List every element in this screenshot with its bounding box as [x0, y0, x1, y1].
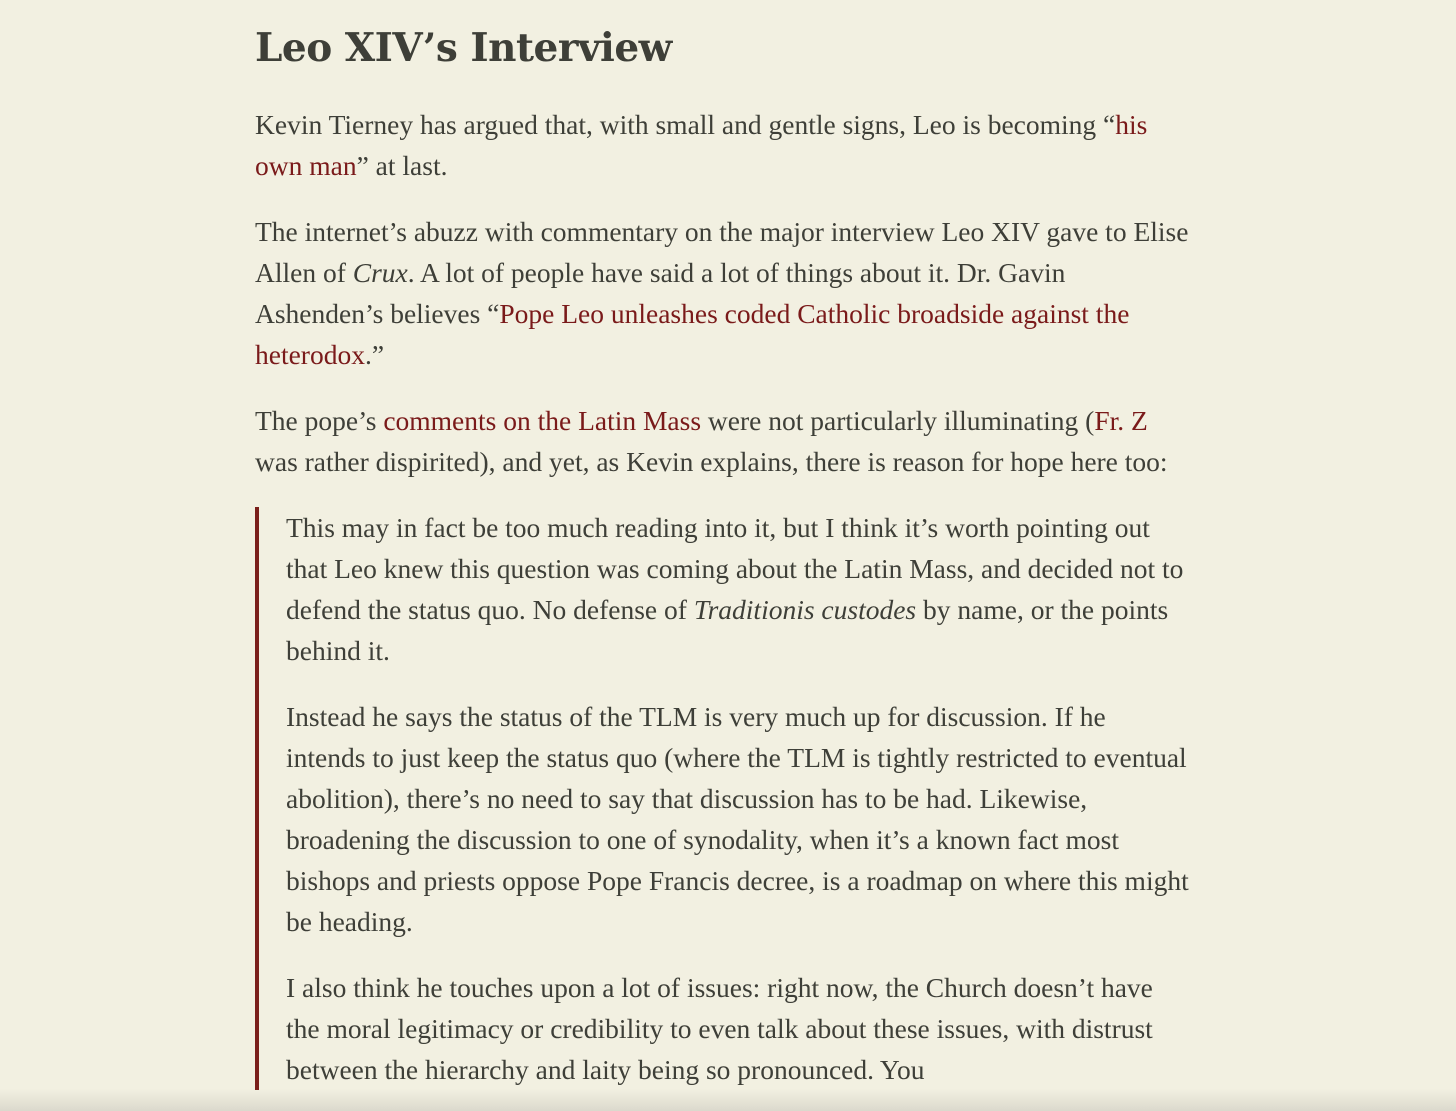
pope-leo-broadside-link[interactable]: Pope Leo unleashes coded Catholic broadside against the heterodox — [255, 298, 1130, 370]
his-own-man-link[interactable]: his own man — [255, 109, 1148, 181]
paragraph-1 — [255, 104, 1190, 186]
article-body — [255, 22, 1190, 1111]
q1-text-2: by name, or the points behind it. — [286, 594, 1169, 666]
crux-italic: Crux — [352, 257, 408, 288]
p3-text-2: were not particularly illuminating ( — [701, 405, 1095, 436]
quote-paragraph-3: I also think he touches upon a lot of issues: right now, the Church doesn’t have the moral legitimacy or credibility to even talk about these issues, with distrust between the hierarchy and laity being so pronounced. You — [286, 972, 1153, 1085]
quote-paragraph-1 — [286, 507, 1190, 671]
p1-text-before: Kevin Tierney has argued that, with small and gentle signs, Leo is becoming “ — [255, 109, 1116, 140]
p2-text-2: . A lot of people have said a lot of things about it. Dr. Gavin Ashenden’s believes “ — [255, 257, 1066, 329]
p3-text-3: was rather dispirited), and yet, as Kevin explains, there is reason for hope here too: — [255, 446, 1168, 477]
paragraph-2 — [255, 211, 1190, 375]
fr-z-link[interactable]: Fr. Z — [1094, 405, 1148, 436]
p2-text-1: The internet’s abuzz with commentary on the major interview Leo XIV gave to Elise Allen of — [255, 216, 1189, 288]
p1-text-after: ” at last. — [356, 150, 448, 181]
blockquote — [255, 507, 1190, 1090]
q1-text-1: This may in fact be too much reading into it, but I think it’s worth pointing out that Leo knew this question was coming about the Latin Mass, and decided not to defend the status quo. No defense of — [286, 512, 1184, 625]
section-heading: Leo XIV’s Interview — [255, 25, 672, 71]
latin-mass-comments-link[interactable]: comments on the Latin Mass — [383, 405, 702, 436]
paragraph-3 — [255, 400, 1190, 482]
quote-paragraph-2: Instead he says the status of the TLM is very much up for discussion. If he intends to just keep the status quo (where the TLM is tightly restricted to eventual abolition), there’s no need to say that discussion has to be had. Likewise, broadening the discussion to one of synodality, when it’s a known fact most bishops and priests oppose Pope Francis decree, is a roadmap on where this might be heading. — [286, 701, 1189, 937]
p3-text-1: The pope’s — [255, 405, 384, 436]
p2-text-3: .” — [364, 339, 385, 370]
traditionis-custodes-italic: Traditionis custodes — [693, 594, 917, 625]
